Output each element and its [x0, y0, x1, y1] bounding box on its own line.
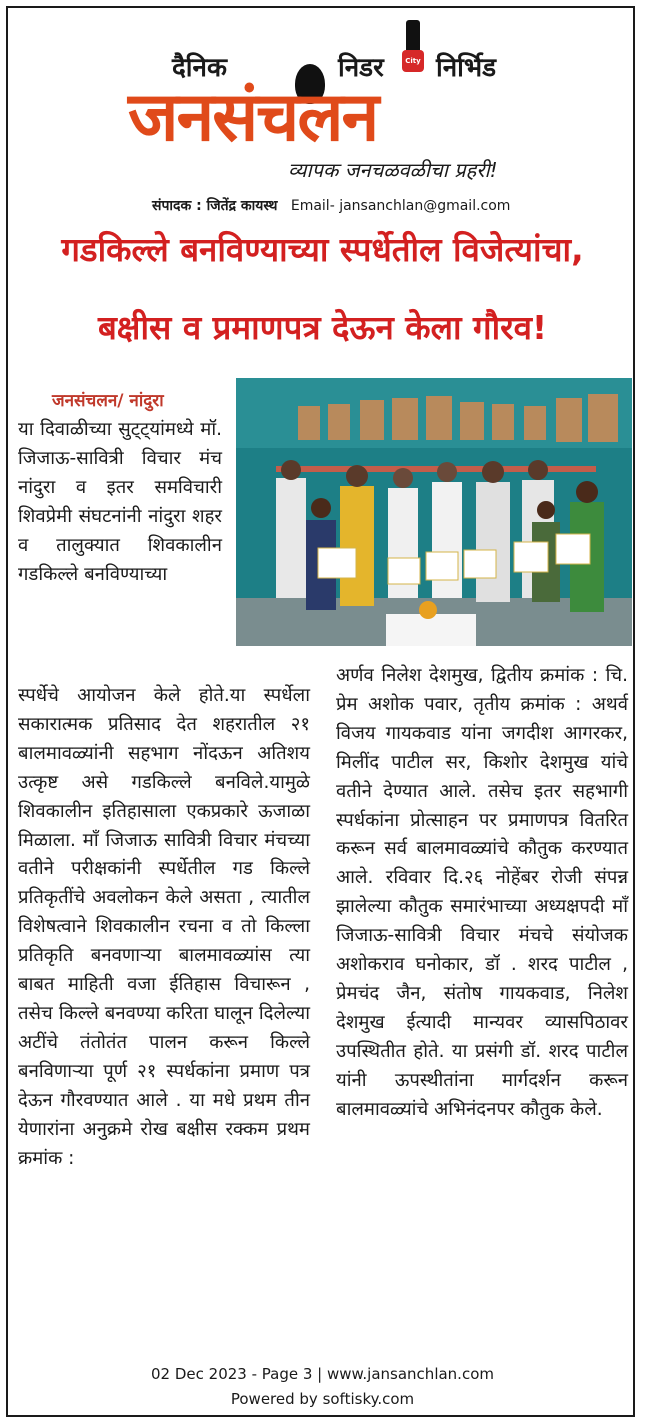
masthead-dainik: दैनिक: [172, 53, 227, 83]
event-photo: [236, 378, 632, 646]
event-photo-illustration: [236, 378, 632, 646]
masthead: [120, 10, 530, 190]
headline-line-1: गडकिल्ले बनविण्याच्या स्पर्धेतील विजेत्यांचा,: [61, 230, 584, 269]
article-column-1a: या दिवाळीच्या सुट्ट्यांमध्ये मॉ. जिजाऊ-सावित्री विचार मंच नांदुरा व इतर समविचारी शिवप्रेमी संघटनांनी नांदुरा शहर व तालुक्यात शिवकालीन गडकिल्ले बनविण्याच्या: [18, 419, 222, 585]
editor-email: Email- jansanchlan@gmail.com: [290, 198, 511, 214]
article-column-2: अर्णव निलेश देशमुख, द्वितीय क्रमांक : चि. प्रेम अशोक पवार, तृतीय क्रमांक : अथर्व विजय गायकवाड यांना जगदीश आगरकर, मिलींद पाटील सर, किशोर देशमुख यांचे वतीने देण्यात आले. तसेच इतर सहभागी स्पर्धकांना प्रोत्साहन पर प्रमाणपत्र वितरित करून सर्व बालमावळ्यांचे कौतुक करण्यात आले. रविवार दि.२६ नोहेंबर रोजी संपन्न झालेल्या कौतुक समारंभाच्या अध्यक्षपदी माँ जिजाऊ-सावित्री विचार मंचचे संयोजक अशोकराव घनोकार, डॉ . शरद पाटील , प्रेमचंद जैन, संतोष गायकवाड, निलेश देशमुख ईत्यादी मान्यवर व्यासपिठावर उपस्थितीत होते. या प्रसंगी डॉ. शरद पाटील यांनी ऊपस्थीतांना मार्गदर्शन करून बालमावळ्यांचे अभिनंदनपर कौतुक केले.: [336, 665, 628, 1120]
masthead-brand: जनसंचलन: [128, 78, 378, 157]
editor-name: संपादक : जितेंद्र कायस्थ: [152, 198, 278, 214]
article-dateline: जनसंचलन/ नांदुरा: [52, 391, 164, 411]
masthead-tagline: व्यापक जनचळवळीचा प्रहरी!: [288, 158, 498, 182]
headline-line-2: बक्षीस व प्रमाणपत्र देऊन केला गौरव!: [97, 308, 548, 347]
article-column-1b: स्पर्धेचे आयोजन केले होते.या स्पर्धेला सकारात्मक प्रतिसाद देत शहरातील २१ बालमावळ्यांनी सहभाग नोंदऊन अतिशय उत्कृष्ट असे गडकिल्ले बनविले.यामुळे शिवकालीन इतिहासाला एकप्रकारे ऊजाळा मिळाला. माँ जिजाऊ सावित्री विचार मंचच्या वतीने परीक्षकांनी स्पर्धेतील गड किल्ले प्रतिकृतींचे अवलोकन केले असता , त्यातील विशेषत्वाने शिवकालीन रचना व तो किल्ला प्रतिकृति बनवणाऱ्या बालमावळ्यांस त्या बाबत माहिती वजा ईतिहास विचारून , तसेच किल्ले बनवण्या करिता घालून दिलेल्या अटींचे तंतोतंत पालन करून किल्ले बनविणाऱ्या पूर्ण २१ स्पर्धकांना प्रमाण पत्र देऊन गौरवण्यात आले . या मधे प्रथम तीन येणारांना अनुक्रमे रोख बक्षीस रक्कम प्रथम क्रमांक :: [18, 685, 310, 1169]
editor-line: [152, 196, 510, 215]
masthead-nidar: निडर: [338, 53, 384, 83]
footer-date-page: 02 Dec 2023 - Page 3 | www.jansanchlan.com: [151, 1365, 494, 1383]
city-badge-icon: City: [402, 50, 424, 72]
footer-powered-by: Powered by softisky.com: [230, 1390, 415, 1408]
masthead-nirbhid: निर्भिड: [436, 53, 497, 83]
